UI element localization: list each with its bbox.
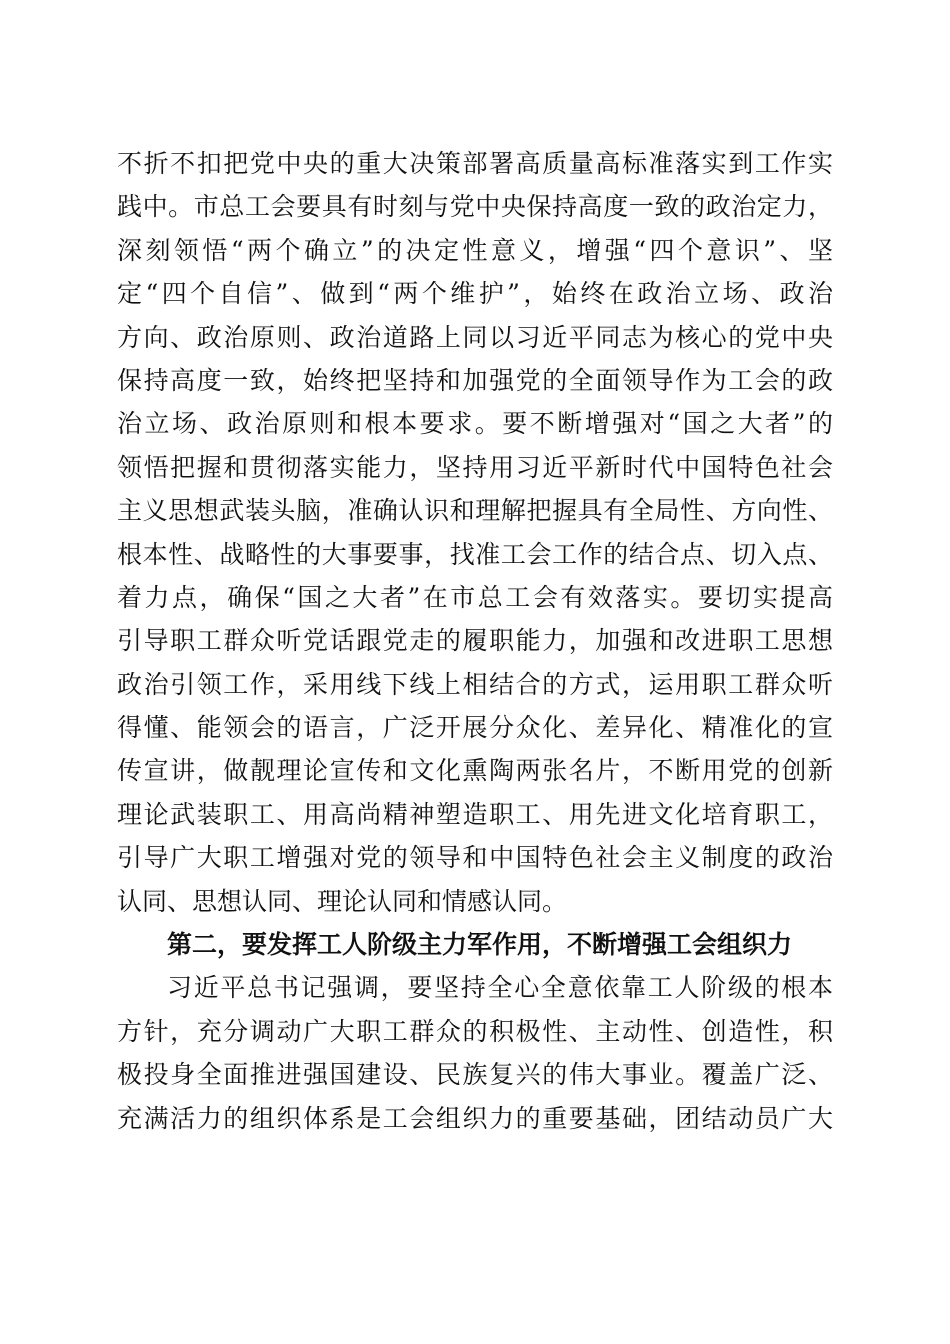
text-line: 引导职工群众听党话跟党走的履职能力，加强和改进职工思想 [117,626,833,656]
text-line: 根本性、战略性的大事要事，找准工会工作的结合点、切入点、 [117,539,833,569]
text-line: 践中。市总工会要具有时刻与党中央保持高度一致的政治定力， [117,192,833,222]
text-line: 深刻领悟“两个确立”的决定性意义，增强“四个意识”、坚 [117,235,833,265]
text-line: 主义思想武装头脑，准确认识和理解把握具有全局性、方向性、 [117,496,833,526]
text-line: 传宣讲，做靓理论宣传和文化熏陶两张名片，不断用党的创新 [117,756,833,786]
text-line: 得懂、能领会的语言，广泛开展分众化、差异化、精准化的宣 [117,713,833,743]
text-line: 极投身全面推进强国建设、民族复兴的伟大事业。覆盖广泛、 [117,1060,833,1090]
text-line: 保持高度一致，始终把坚持和加强党的全面领导作为工会的政 [117,365,833,395]
text-line: 引导广大职工增强对党的领导和中国特色社会主义制度的政治 [117,843,833,873]
text-line: 治立场、政治原则和根本要求。要不断增强对“国之大者”的 [117,409,833,439]
text-line: 不折不扣把党中央的重大决策部署高质量高标准落实到工作实 [117,149,833,178]
text-line: 充满活力的组织体系是工会组织力的重要基础，团结动员广大 [117,1103,833,1133]
body-text [117,142,833,1140]
text-line: 理论武装职工、用高尚精神塑造职工、用先进文化培育职工， [117,799,833,829]
paragraph-end-line: 认同、思想认同、理论认同和情感认同。 [117,886,568,916]
text-line: 定“四个自信”、做到“两个维护”，始终在政治立场、政治 [117,279,833,309]
section-heading: 第二，要发挥工人阶级主力军作用，不断增强工会组织力 [167,930,793,960]
paragraph-start-line: 习近平总书记强调，要坚持全心全意依靠工人阶级的根本 [167,973,833,1003]
text-line: 政治引领工作，采用线下线上相结合的方式，运用职工群众听 [117,669,833,699]
text-line: 领悟把握和贯彻落实能力，坚持用习近平新时代中国特色社会 [117,452,833,482]
text-line: 方针，充分调动广大职工群众的积极性、主动性、创造性，积 [117,1016,833,1046]
text-line: 着力点，确保“国之大者”在市总工会有效落实。要切实提高 [117,582,833,612]
text-line: 方向、政治原则、政治道路上同以习近平同志为核心的党中央 [117,322,833,352]
